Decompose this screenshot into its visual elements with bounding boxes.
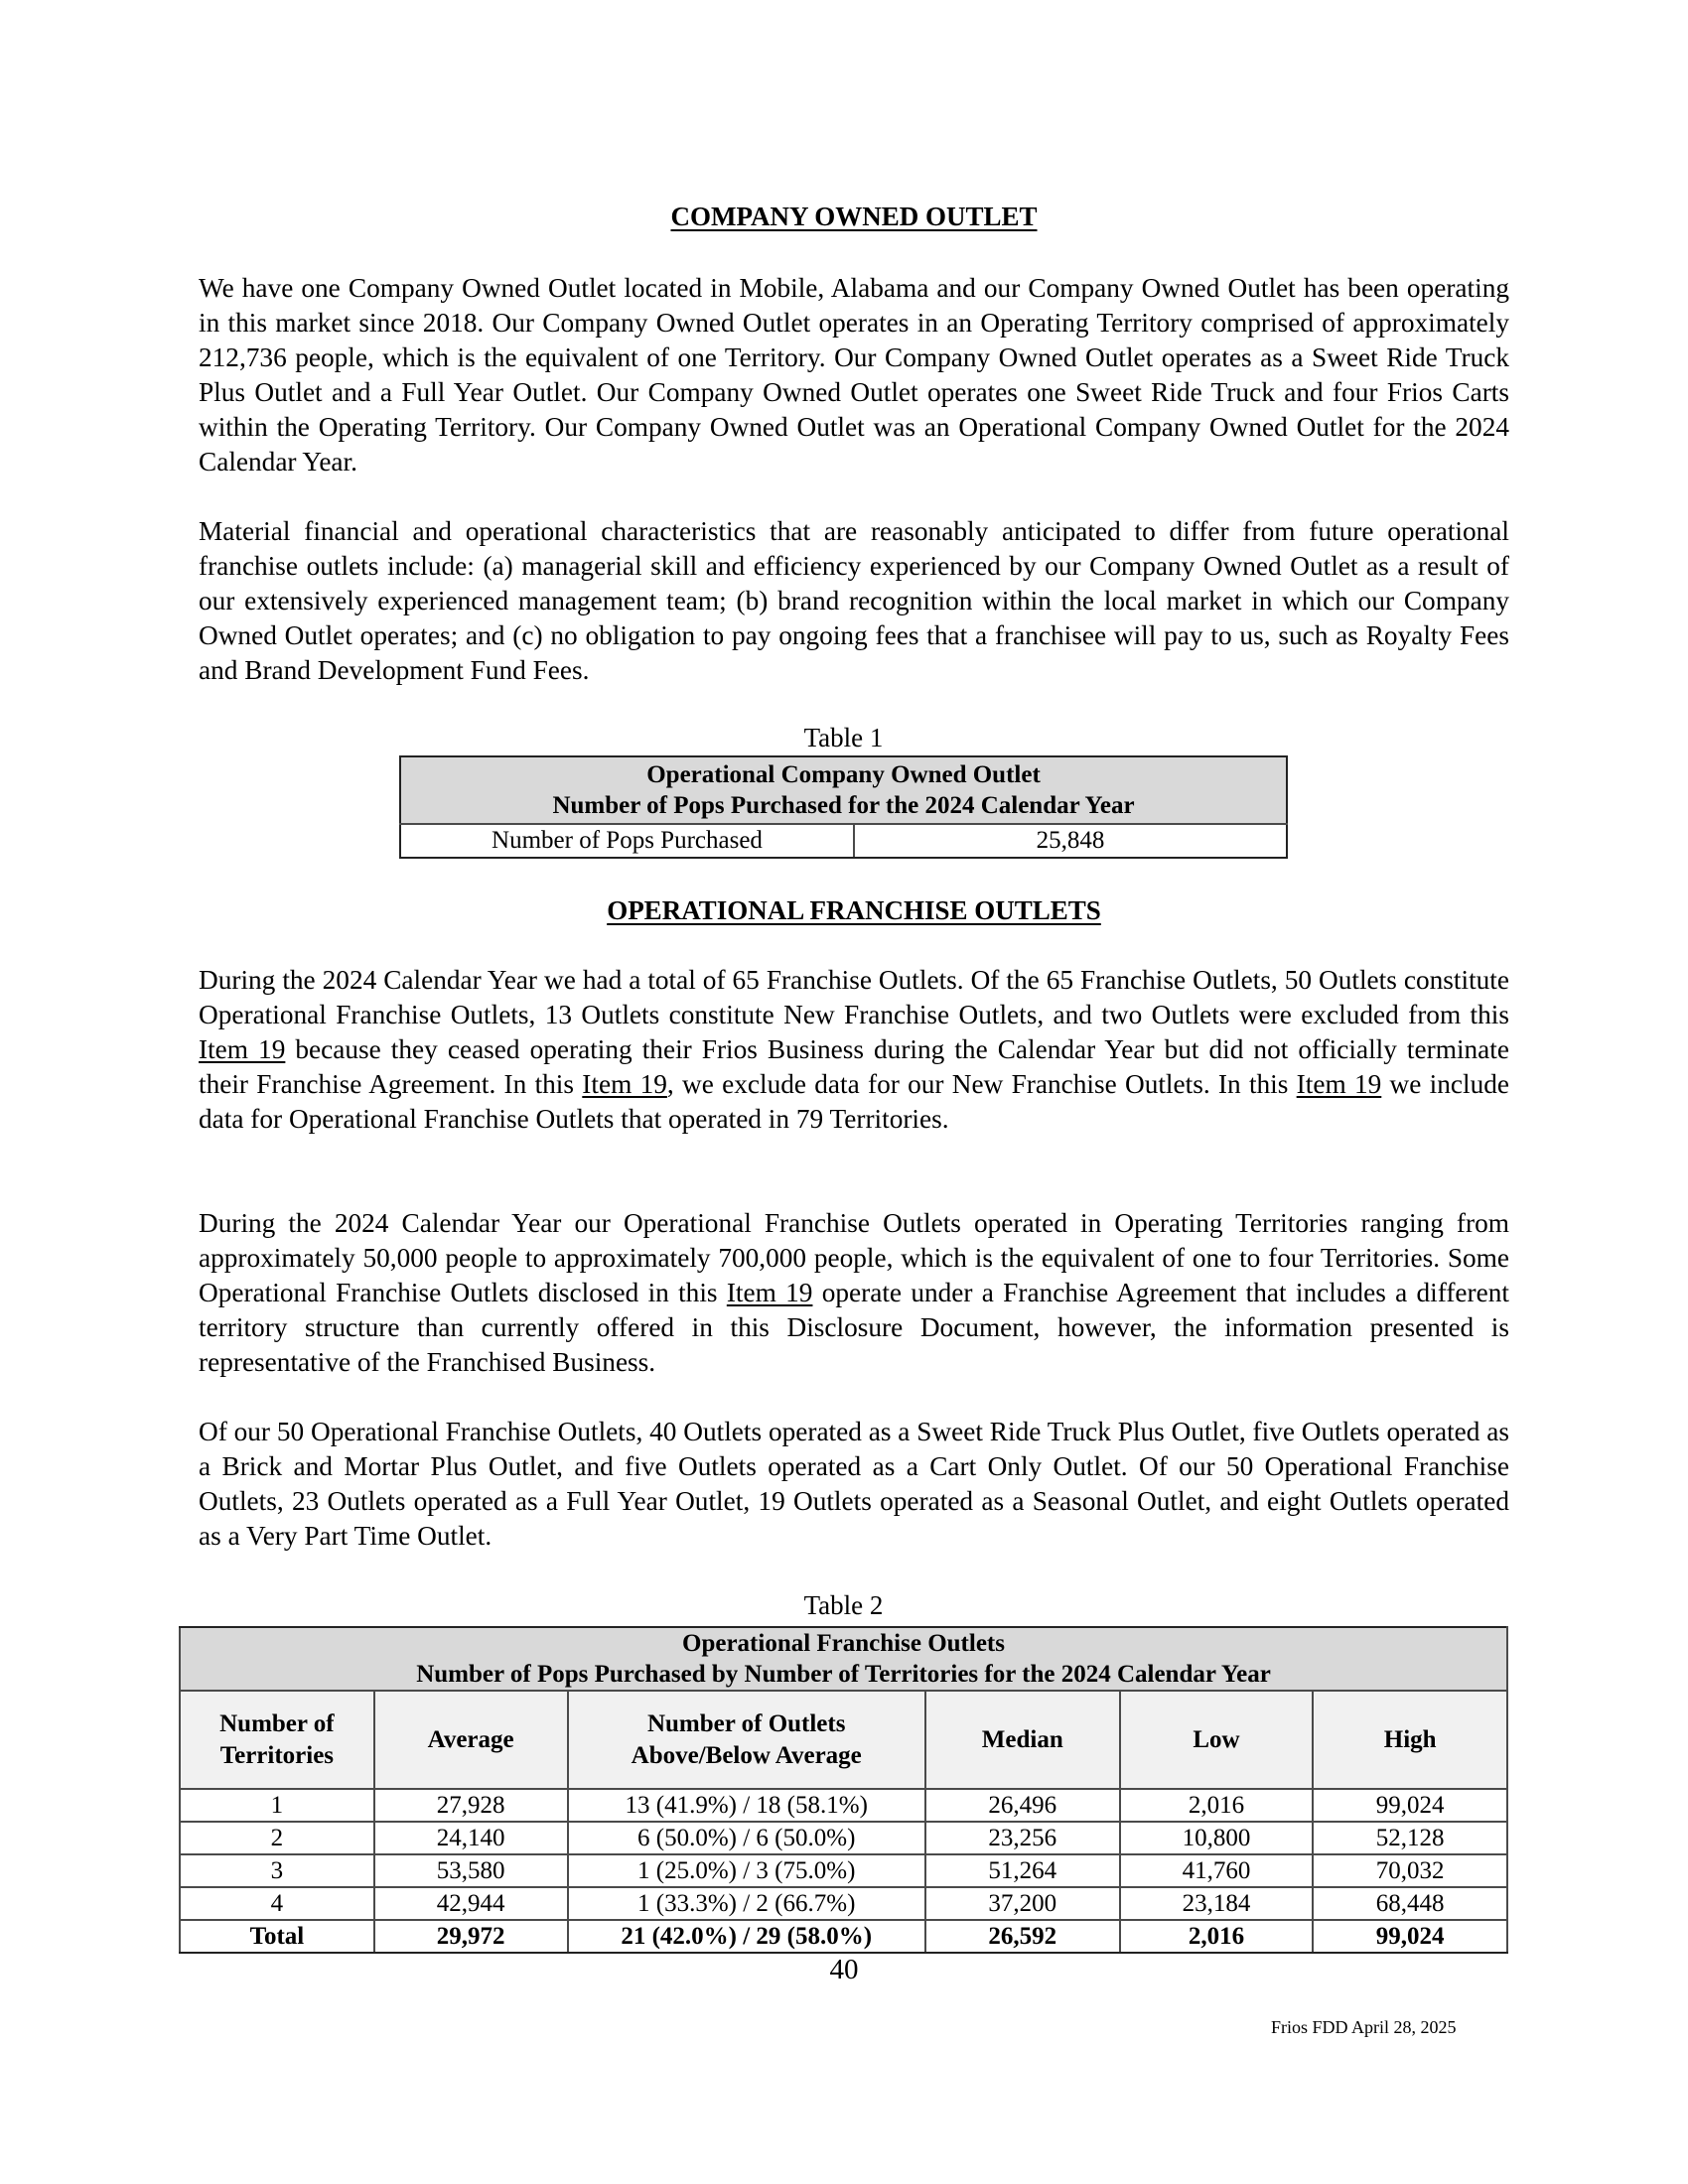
company-owned-paragraph-2: Material financial and operational characteristics that are reasonably anticipated to differ from future operational franchise outlets include: (a) managerial skill and efficiency experienced by our Company Owned Outlet as a result of our extensively experienced management team; (b) brand recognition within the local market in which our Company Owned Outlet operates; and (c) no obligation to pay ongoing fees that a franchisee will pay to us, such as Royalty Fees and Brand Development Fund Fees.: [199, 516, 1509, 685]
cell-above-below: 1 (25.0%) / 3 (75.0%): [568, 1854, 925, 1887]
table-row: [180, 1854, 1507, 1887]
table-1-row-value: 25,848: [854, 824, 1287, 858]
header-line: Number of: [219, 1709, 335, 1737]
cell-high: 99,024: [1313, 1920, 1507, 1953]
cell-high: 99,024: [1313, 1789, 1507, 1822]
column-header-median: Median: [925, 1691, 1120, 1789]
cell-average: 42,944: [374, 1887, 568, 1920]
table-1-title: [400, 756, 1287, 824]
cell-median: 26,592: [925, 1920, 1120, 1953]
cell-territories: 4: [180, 1887, 374, 1920]
table-2: [179, 1626, 1508, 1954]
cell-territories: 3: [180, 1854, 374, 1887]
header-line: Number of Outlets: [646, 1709, 846, 1737]
cell-average: 27,928: [374, 1789, 568, 1822]
cell-median: 51,264: [925, 1854, 1120, 1887]
cell-average: 24,140: [374, 1822, 568, 1854]
table-row: [180, 1822, 1507, 1854]
cell-average: 53,580: [374, 1854, 568, 1887]
table-2-column-header-row: [180, 1691, 1507, 1789]
table-1: [399, 755, 1288, 859]
text-run: operate under a Franchise Agreement that includes a different territory structure than currently offered in this Disclosure Document, however, the information presented is representative of the Franchised Business.: [199, 1278, 1509, 1377]
text-run: we include data for Operational Franchise Outlets that operated in 79 Territories.: [199, 1069, 1510, 1134]
item-19-link[interactable]: Item 19: [199, 1034, 286, 1064]
table-1-title-line-1: Operational Company Owned Outlet: [646, 761, 1041, 788]
franchise-paragraph-3: Of our 50 Operational Franchise Outlets, 40 Outlets operated as a Sweet Ride Truck Plus Outlet, five Outlets operated as a Brick and Mortar Plus Outlet, and five Outlets operated as a Cart Only Outlet. Of our 50 Operational Franchise Outlets, 23 Outlets operated as a Full Year Outlet, 19 Outlets operated as a Seasonal Outlet, and eight Outlets operated as a Very Part Time Outlet.: [199, 1417, 1509, 1551]
footer-text: Frios FDD April 28, 2025: [1271, 2017, 1457, 2037]
cell-above-below: 1 (33.3%) / 2 (66.7%): [568, 1887, 925, 1920]
cell-territories: 2: [180, 1822, 374, 1854]
section-heading-company-owned: COMPANY OWNED OUTLET: [670, 202, 1038, 231]
cell-high: 68,448: [1313, 1887, 1507, 1920]
cell-low: 2,016: [1120, 1789, 1314, 1822]
cell-territories: 1: [180, 1789, 374, 1822]
table-1-row-label: Number of Pops Purchased: [400, 824, 854, 858]
column-header-high: High: [1313, 1691, 1507, 1789]
cell-median: 23,256: [925, 1822, 1120, 1854]
cell-average: 29,972: [374, 1920, 568, 1953]
table-row: [400, 824, 1287, 858]
table-2-caption: Table 2: [803, 1590, 884, 1620]
cell-low: 23,184: [1120, 1887, 1314, 1920]
column-header-above-below: [568, 1691, 925, 1789]
cell-low: 10,800: [1120, 1822, 1314, 1854]
text-run: During the 2024 Calendar Year our Operational Franchise Outlets operated in Operating Territories ranging from approximately 50,000 people to approximately 700,000 people, which is the equivalent of one to four Territories. Some Operational Franchise Outlets disclosed in this: [199, 1208, 1509, 1307]
cell-median: 26,496: [925, 1789, 1120, 1822]
item-19-link[interactable]: Item 19: [726, 1278, 813, 1307]
cell-above-below: 6 (50.0%) / 6 (50.0%): [568, 1822, 925, 1854]
header-line: Territories: [219, 1741, 335, 1769]
table-2-title-line-2: Number of Pops Purchased by Number of Territories for the 2024 Calendar Year: [416, 1661, 1271, 1688]
cell-median: 37,200: [925, 1887, 1120, 1920]
table-2-title-line-1: Operational Franchise Outlets: [682, 1630, 1005, 1657]
table-2-title-row: [180, 1627, 1507, 1691]
table-2-title: [180, 1627, 1507, 1691]
table-total-row: [180, 1920, 1507, 1953]
cell-above-below: 13 (41.9%) / 18 (58.1%): [568, 1789, 925, 1822]
text-run: because they ceased operating their Frios Business during the Calendar Year but did not officially terminate their Franchise Agreement. In this: [199, 1034, 1509, 1099]
table-1-title-line-2: Number of Pops Purchased for the 2024 Calendar Year: [552, 792, 1135, 819]
column-header-average: Average: [374, 1691, 568, 1789]
column-header-low: Low: [1120, 1691, 1314, 1789]
column-header-territories: [180, 1691, 374, 1789]
item-19-link[interactable]: Item 19: [582, 1069, 667, 1099]
item-19-link[interactable]: Item 19: [1296, 1069, 1382, 1099]
text-run: , we exclude data for our New Franchise Outlets. In this: [666, 1069, 1297, 1099]
company-owned-paragraph-1: We have one Company Owned Outlet located in Mobile, Alabama and our Company Owned Outlet has been operating in this market since 2018. Our Company Owned Outlet operates in an Operating Territory comprised of approximately 212,736 people, which is the equivalent of one Territory. Our Company Owned Outlet operates as a Sweet Ride Truck Plus Outlet and a Full Year Outlet. Our Company Owned Outlet operates one Sweet Ride Truck and four Frios Carts within the Operating Territory. Our Company Owned Outlet was an Operational Company Owned Outlet for the 2024 Calendar Year.: [199, 273, 1509, 477]
cell-low: 2,016: [1120, 1920, 1314, 1953]
cell-high: 52,128: [1313, 1822, 1507, 1854]
cell-above-below: 21 (42.0%) / 29 (58.0%): [568, 1920, 925, 1953]
text-run: During the 2024 Calendar Year we had a total of 65 Franchise Outlets. Of the 65 Franchise Outlets, 50 Outlets constitute Operational Franchise Outlets, 13 Outlets constitute New Franchise Outlets, and two Outlets were excluded from this: [199, 965, 1509, 1029]
franchise-paragraph-2: [199, 1206, 1509, 1380]
table-1-header-row: [400, 756, 1287, 824]
table-1-caption: Table 1: [803, 723, 884, 752]
cell-high: 70,032: [1313, 1854, 1507, 1887]
page-number: 40: [829, 1954, 859, 1985]
table-row: [180, 1789, 1507, 1822]
franchise-paragraph-1: [199, 963, 1509, 1137]
cell-total-label: Total: [180, 1920, 374, 1953]
header-line: Above/Below Average: [631, 1741, 862, 1769]
cell-low: 41,760: [1120, 1854, 1314, 1887]
table-row: [180, 1887, 1507, 1920]
section-heading-franchise: OPERATIONAL FRANCHISE OUTLETS: [607, 895, 1101, 925]
